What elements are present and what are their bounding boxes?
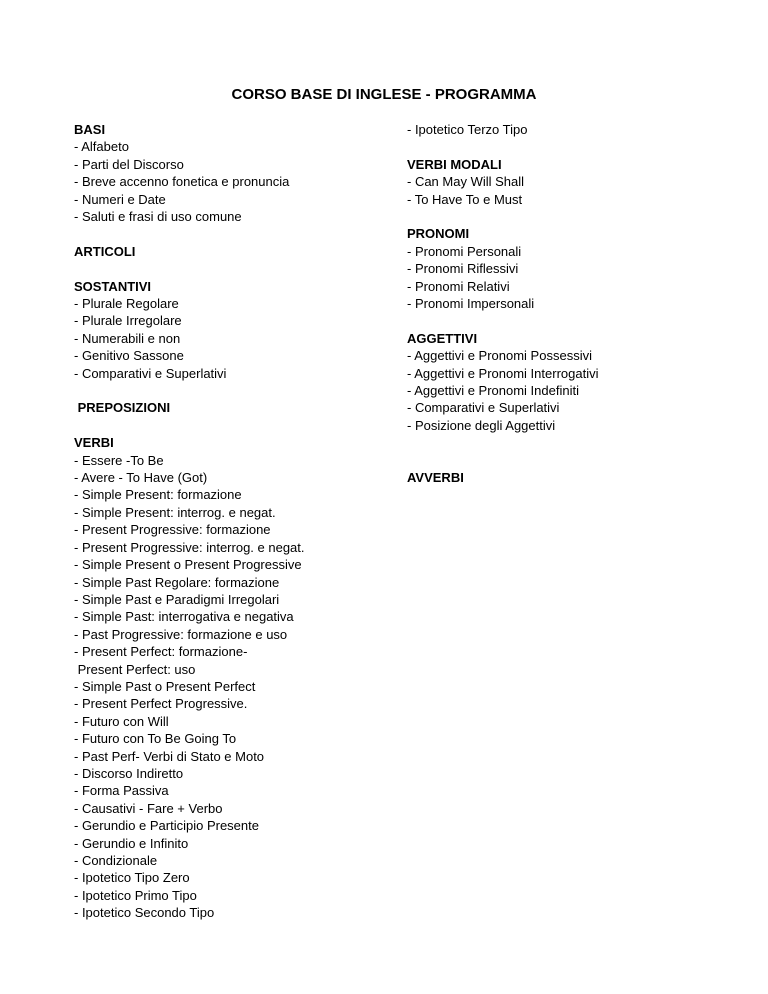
list-item: - Ipotetico Primo Tipo	[74, 887, 197, 903]
section-aggettivi	[407, 330, 598, 434]
section-articoli	[74, 243, 305, 260]
list-item: - Present Perfect Progressive.	[74, 696, 248, 712]
list-item: - Simple Past Regolare: formazione	[74, 574, 280, 590]
list-item: - Numeri e Date	[74, 191, 166, 207]
list-item: - Simple Past: interrogativa e negativa	[74, 609, 294, 625]
list-item: - Present Perfect: formazione-	[74, 644, 248, 660]
list-item: - Parti del Discorso	[74, 156, 184, 172]
section-heading: VERBI	[74, 435, 114, 451]
list-item: - Alfabeto	[74, 139, 129, 155]
list-item: - Aggettivi e Pronomi Indefiniti	[407, 383, 579, 399]
list-item: - Avere - To Have (Got)	[74, 470, 208, 486]
list-item: - Forma Passiva	[74, 783, 169, 799]
list-item: - Past Perf- Verbi di Stato e Moto	[74, 748, 265, 764]
section-avverbi	[407, 469, 598, 486]
list-item: - Ipotetico Tipo Zero	[74, 870, 190, 886]
list-item: - Futuro con Will	[74, 713, 169, 729]
section-heading: VERBI MODALI	[407, 156, 502, 172]
right-column	[407, 121, 598, 486]
list-item: - Present Progressive: interrog. e negat.	[74, 539, 305, 555]
list-item: - Essere -To Be	[74, 452, 164, 468]
list-item: - Past Progressive: formazione e uso	[74, 626, 288, 642]
spacer	[407, 312, 598, 329]
list-item: - Simple Past o Present Perfect	[74, 678, 256, 694]
list-item: - Simple Present: interrog. e negat.	[74, 504, 276, 520]
list-item: - Condizionale	[74, 853, 158, 868]
spacer	[74, 225, 305, 242]
list-item: - Genitivo Sassone	[74, 348, 184, 364]
section-heading: AVVERBI	[407, 470, 464, 486]
list-item: Present Perfect: uso	[74, 661, 196, 677]
spacer	[74, 417, 305, 434]
list-item: - Pronomi Impersonali	[407, 296, 535, 312]
section-heading: SOSTANTIVI	[74, 278, 152, 294]
list-item: - Aggettivi e Pronomi Interrogativi	[407, 365, 599, 381]
section-heading: PREPOSIZIONI	[74, 400, 171, 416]
section-preposizioni	[74, 399, 305, 416]
section-heading: BASI	[74, 122, 106, 137]
list-item: - Ipotetico Secondo Tipo	[74, 905, 215, 921]
list-item: - Pronomi Riflessivi	[407, 261, 519, 277]
list-item: - Simple Present: formazione	[74, 487, 242, 503]
list-item: - Pronomi Personali	[407, 243, 522, 259]
page-title: CORSO BASE DI INGLESE - PROGRAMMA	[231, 86, 537, 103]
list-item: - Numerabili e non	[74, 330, 181, 346]
list-item: - Posizione degli Aggettivi	[407, 417, 556, 433]
left-column	[74, 121, 305, 922]
section-verbi	[74, 434, 305, 921]
spacer	[407, 434, 598, 469]
list-item: - Aggettivi e Pronomi Possessivi	[407, 348, 592, 364]
list-item: - Plurale Regolare	[74, 296, 179, 312]
list-item: - Causativi - Fare + Verbo	[74, 800, 223, 816]
list-item: - Pronomi Relativi	[407, 278, 510, 294]
list-item: - Can May Will Shall	[407, 174, 525, 190]
list-item: - Comparativi e Superlativi	[74, 365, 227, 381]
spacer	[407, 208, 598, 225]
section-heading: ARTICOLI	[74, 243, 136, 259]
list-item: - To Have To e Must	[407, 191, 523, 207]
list-item: - Gerundio e Infinito	[74, 835, 189, 851]
list-item: - Ipotetico Terzo Tipo	[407, 122, 528, 137]
list-item: - Present Progressive: formazione	[74, 522, 271, 538]
section-heading: AGGETTIVI	[407, 330, 478, 346]
spacer	[407, 138, 598, 155]
section-pronomi	[407, 225, 598, 312]
list-item: - Plurale Irregolare	[74, 313, 182, 329]
list-item: - Gerundio e Participio Presente	[74, 818, 259, 834]
list-item: - Futuro con To Be Going To	[74, 731, 237, 747]
list-item: - Discorso Indiretto	[74, 765, 184, 781]
list-item: - Breve accenno fonetica e pronuncia	[74, 174, 290, 190]
spacer	[74, 260, 305, 277]
section-verbi-modali	[407, 156, 598, 208]
spacer	[74, 382, 305, 399]
section-basi	[74, 121, 305, 225]
list-item: - Simple Present o Present Progressive	[74, 557, 302, 573]
section-heading: PRONOMI	[407, 226, 470, 242]
list-item: - Saluti e frasi di uso comune	[74, 209, 242, 225]
list-item: - Simple Past e Paradigmi Irregolari	[74, 591, 280, 607]
list-item: - Comparativi e Superlativi	[407, 400, 560, 416]
section-sostantivi	[74, 278, 305, 382]
